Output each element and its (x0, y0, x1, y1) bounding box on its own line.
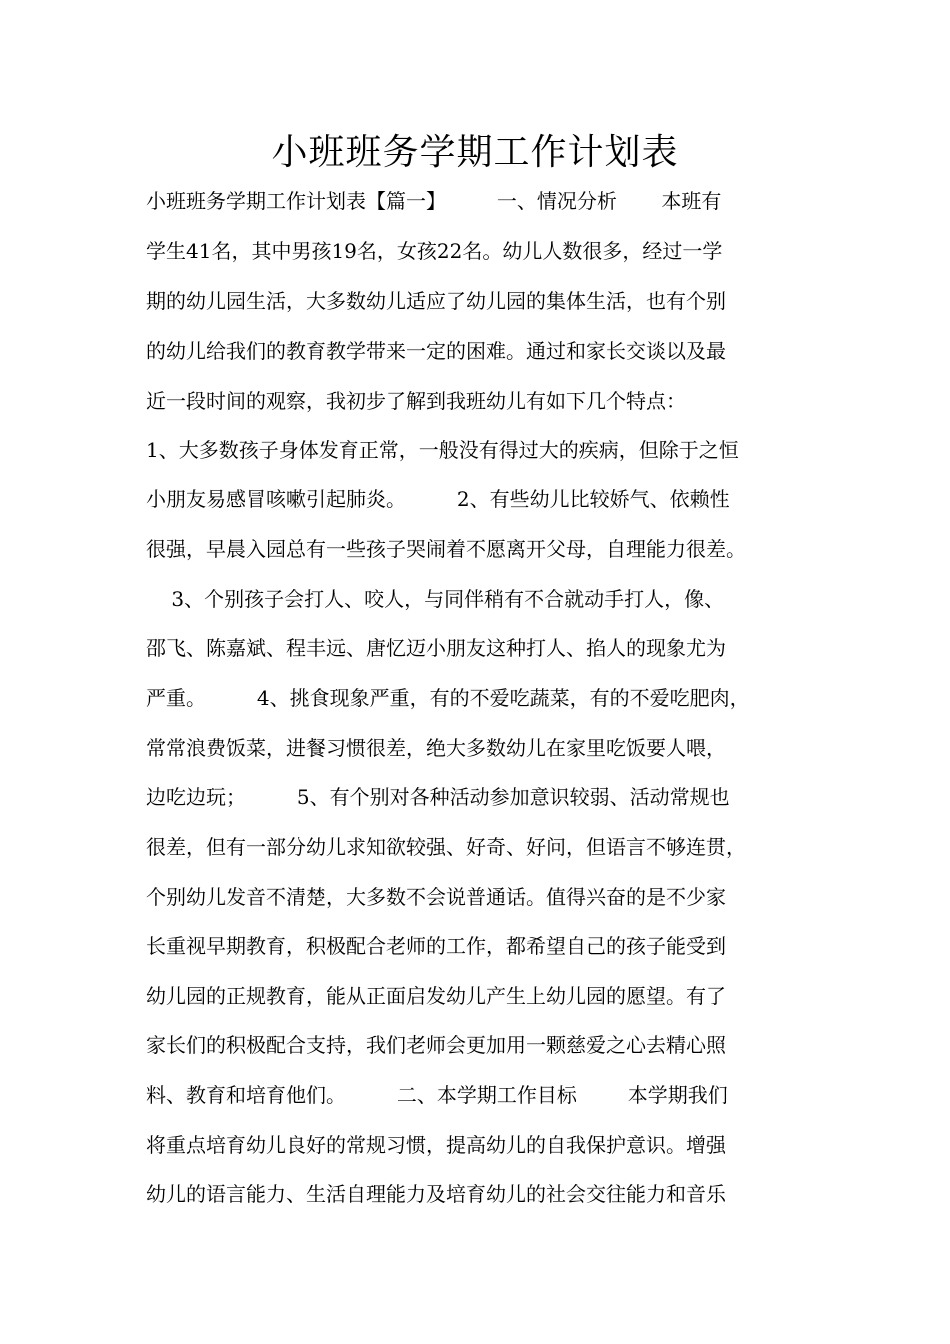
body-line: 期的幼儿园生活，大多数幼儿适应了幼儿园的集体生活，也有个别 (146, 289, 726, 313)
body-line: 幼儿的语言能力、生活自理能力及培育幼儿的社会交往能力和音乐 (146, 1182, 726, 1206)
body-line: 长重视早期教育，积极配合老师的工作，都希望自己的孩子能受到 (146, 934, 726, 958)
body-line: 小朋友易感冒咳嗽引起肺炎。 2、有些幼儿比较娇气、依赖性 (146, 487, 730, 511)
body-line: 料、教育和培育他们。 二、本学期工作目标 本学期我们 (146, 1083, 728, 1107)
document-title: 小班班务学期工作计划表 (271, 132, 679, 173)
body-line: 严重。 4、挑食现象严重，有的不爱吃蔬菜，有的不爱吃肥肉， (146, 686, 750, 710)
body-line: 邵飞、陈嘉斌、程丰远、唐忆迈小朋友这种打人、掐人的现象尤为 (146, 636, 726, 660)
body-line: 近一段时间的观察，我初步了解到我班幼儿有如下几个特点： (146, 389, 686, 413)
body-line: 1、大多数孩子身体发育正常，一般没有得过大的疾病，但除于之恒 (146, 438, 739, 462)
body-line: 幼儿园的正规教育，能从正面启发幼儿产生上幼儿园的愿望。有了 (146, 984, 726, 1008)
body-line: 常常浪费饭菜，进餐习惯很差，绝大多数幼儿在家里吃饭要人喂， (146, 736, 726, 760)
body-line: 的幼儿给我们的教育教学带来一定的困难。通过和家长交谈以及最 (146, 339, 726, 363)
body-line: 很强，早晨入园总有一些孩子哭闹着不愿离开父母，自理能力很差。 (146, 537, 746, 561)
body-line: 个别幼儿发音不清楚，大多数不会说普通话。值得兴奋的是不少家 (146, 885, 726, 909)
body-line: 学生41名，其中男孩19名，女孩22名。幼儿人数很多，经过一学 (146, 239, 723, 263)
body-line: 家长们的积极配合支持，我们老师会更加用一颗慈爱之心去精心照 (146, 1033, 726, 1057)
body-line: 边吃边玩； 5、有个别对各种活动参加意识较弱、活动常规也 (146, 785, 730, 809)
body-line: 小班班务学期工作计划表【篇一】 一、情况分析 本班有 (146, 189, 722, 213)
body-line: 3、个别孩子会打人、咬人，与同伴稍有不合就动手打人，像、 (146, 587, 725, 611)
body-line: 很差，但有一部分幼儿求知欲较强、好奇、好问，但语言不够连贯， (146, 835, 746, 859)
body-line: 将重点培育幼儿良好的常规习惯，提高幼儿的自我保护意识。增强 (146, 1133, 726, 1157)
